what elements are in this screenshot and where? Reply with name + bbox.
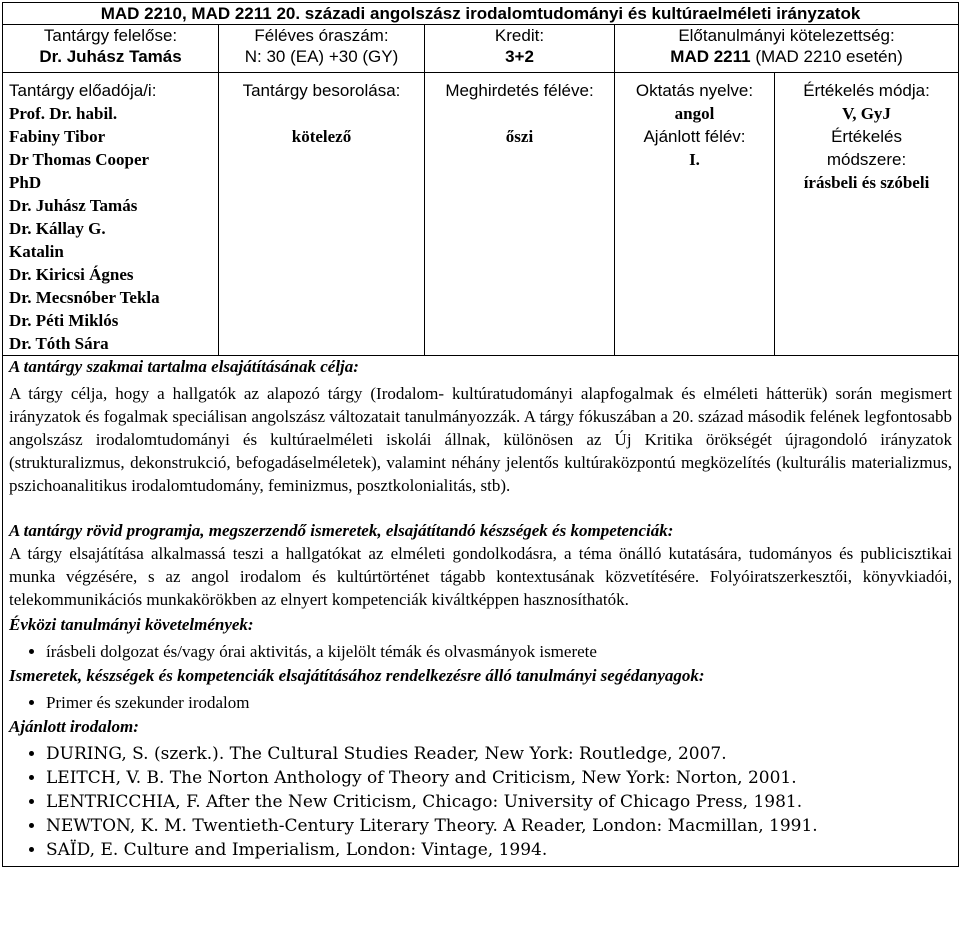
title-row <box>3 3 959 25</box>
literature-list <box>9 742 952 862</box>
prereq-note: (MAD 2210 esetén) <box>750 47 903 66</box>
goal-text: A tárgy célja, hogy a hallgatók az alapozó tárgy (Irodalom- kultúratudományi alapfogalmak és elméleti hátterük) során megismert irányzatok és fogalmak speciálisan angolszász változatait tanulmányozzák. A tárgy fókuszában a 20. század második felének legfontosabb angolszász irodalomtudományi és kultúraelméleti iskolái állnak, különösen az Új Kritika örökségét újragondoló irányzatok (strukturalizmus, dekonstrukció, befogadáselméletek), valamint néhány jelentős kultúraközpontú megközelítés (kulturális materializmus, pszichoanalitikus irodalomtudomány, feminizmus, posztkolonialitás, stb). <box>9 384 953 495</box>
recommended-value: I. <box>689 150 700 169</box>
prereq-label: Előtanulmányi kötelezettség: <box>678 26 895 45</box>
goal-heading: A tantárgy szakmai tartalma elsajátításának célja: <box>9 357 359 376</box>
lecturer-line: Fabiny Tibor <box>9 127 106 146</box>
classification-value: kötelező <box>291 127 352 146</box>
literature-heading: Ajánlott irodalom: <box>9 717 139 736</box>
lecturer-line: PhD <box>9 173 42 192</box>
credit-value: 3+2 <box>505 47 534 66</box>
aids-list <box>9 691 952 715</box>
prereq-code: MAD 2211 <box>670 47 751 66</box>
evaluation-value: V, GyJ <box>842 104 891 123</box>
hours-value: N: 30 (EA) +30 (GY) <box>244 47 399 66</box>
reference-item: • LEITCH, V. B. The Norton Anthology of Theory and Criticism, New York: Norton, 2001. <box>46 766 952 790</box>
details-row <box>3 73 959 356</box>
reference-item: • SAÏD, E. Culture and Imperialism, London: Vintage, 1994. <box>46 838 952 862</box>
course-title: MAD 2210, MAD 2211 20. századi angolszász irodalomtudományi és kultúraelméleti irányzatok <box>100 4 861 23</box>
eval-method-value: írásbeli és szóbeli <box>803 173 930 192</box>
course-table <box>2 2 959 867</box>
requirements-list <box>9 640 952 664</box>
reference-item: • NEWTON, K. M. Twentieth-Century Literary Theory. A Reader, London: Macmillan, 1991. <box>46 814 952 838</box>
semester-value: őszi <box>505 127 534 146</box>
lecturer-line: Prof. Dr. habil. <box>9 104 118 123</box>
reference-item: • DURING, S. (szerk.). The Cultural Studies Reader, New York: Routledge, 2007. <box>46 742 952 766</box>
requirements-heading: Évközi tanulmányi követelmények: <box>9 615 254 634</box>
eval-method-label-1: Értékelés <box>831 127 902 146</box>
lecturers-list <box>9 102 212 355</box>
list-item: • Primer és szekunder irodalom <box>46 691 952 715</box>
eval-method-label-2: módszere: <box>826 150 907 169</box>
lecturer-line: Katalin <box>9 242 64 261</box>
semester-label: Meghirdetés féléve: <box>445 81 594 100</box>
lecturer-line: Dr. Juhász Tamás <box>9 196 138 215</box>
content-row <box>3 356 959 867</box>
lecturers-label: Tantárgy előadója/i: <box>9 81 157 100</box>
program-heading: A tantárgy rövid programja, megszerzendő ismeretek, elsajátítandó készségek és kompetenciák: <box>9 521 674 540</box>
language-value: angol <box>674 104 715 123</box>
evaluation-label: Értékelés módja: <box>803 81 930 100</box>
lecturer-line: Dr. Kiricsi Ágnes <box>9 265 134 284</box>
lecturer-line: Dr. Mecsnóber Tekla <box>9 288 160 307</box>
responsible-value: Dr. Juhász Tamás <box>39 47 182 66</box>
recommended-label: Ajánlott félév: <box>643 127 746 146</box>
lecturer-line: Dr. Péti Miklós <box>9 311 119 330</box>
program-text: A tárgy elsajátítása alkalmassá teszi a hallgatókat az elméleti gondolkodásra, a téma önálló kutatására, tudományos és publicisztikai munka végzésére, s az angol irodalom és kultúrtörténet tágabb kontextusának közvetítésére. Folyóiratszerkesztői, könyvkiadói, telekommunikációs munkakörökben az elnyert kompetenciák kiváltképpen hasznosíthatók. <box>9 544 953 609</box>
lecturer-line: Dr. Tóth Sára <box>9 334 109 353</box>
prereq-value <box>621 46 952 67</box>
reference-item: • LENTRICCHIA, F. After the New Criticism, Chicago: University of Chicago Press, 1981. <box>46 790 952 814</box>
credit-label: Kredit: <box>494 26 545 45</box>
classification-label: Tantárgy besorolása: <box>242 81 401 100</box>
aids-heading: Ismeretek, készségek és kompetenciák elsajátításához rendelkezésre álló tanulmányi segédanyagok: <box>9 666 705 685</box>
header-row <box>3 25 959 73</box>
hours-label: Féléves óraszám: <box>254 26 389 45</box>
lecturer-line: Dr. Kállay G. <box>9 219 106 238</box>
responsible-label: Tantárgy felelőse: <box>43 26 178 45</box>
lecturer-line: Dr Thomas Cooper <box>9 150 150 169</box>
list-item: • írásbeli dolgozat és/vagy órai aktivitás, a kijelölt témák és olvasmányok ismerete <box>46 640 952 664</box>
language-label: Oktatás nyelve: <box>635 81 754 100</box>
